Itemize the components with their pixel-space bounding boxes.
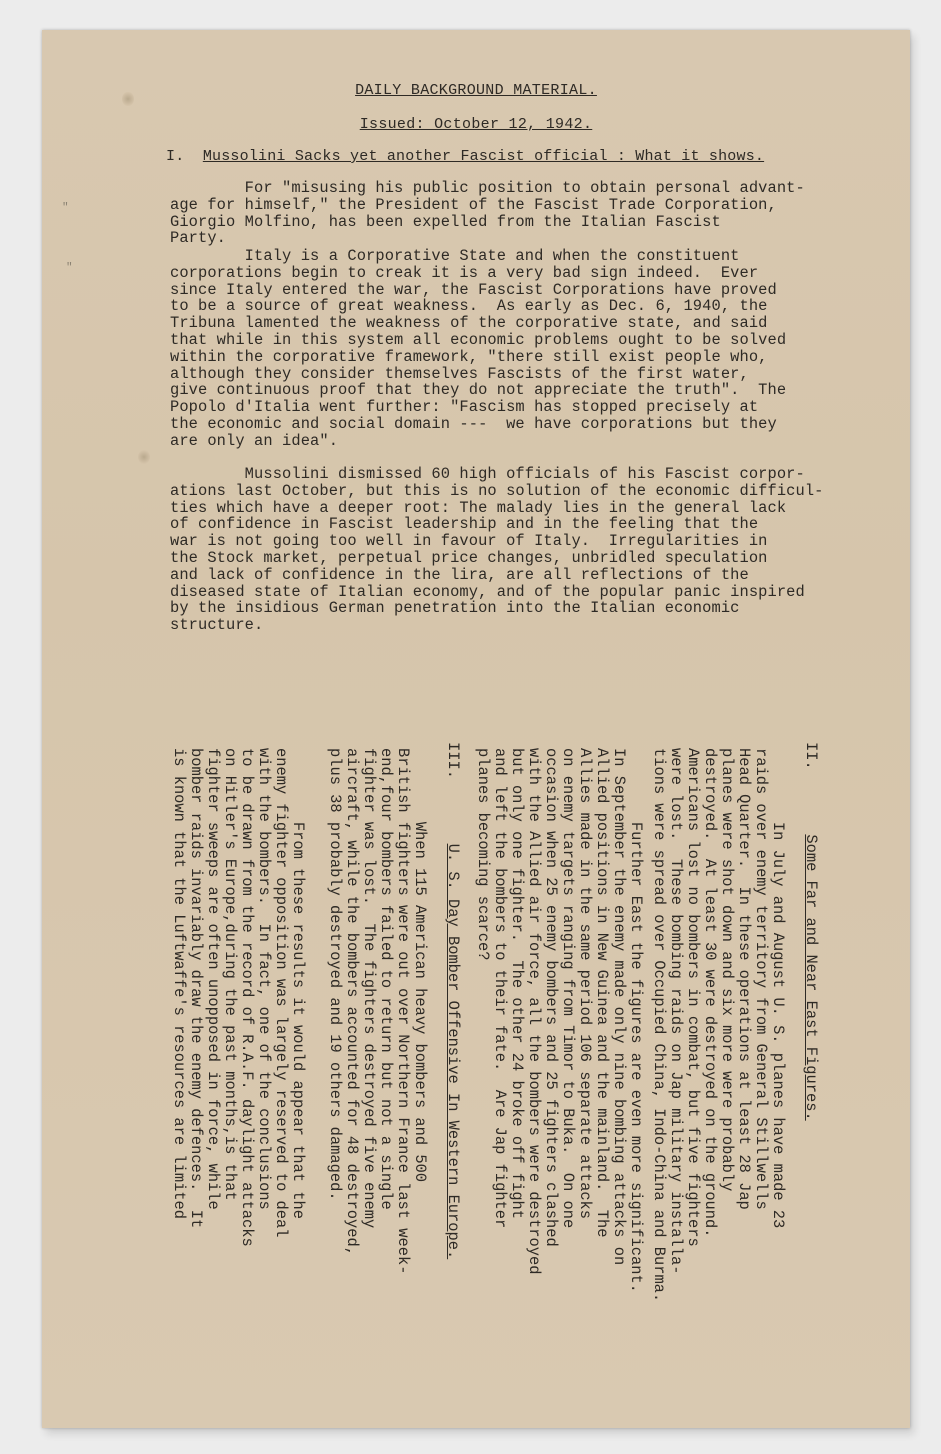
section-2-heading	[802, 742, 820, 1121]
section-2-title: Some Far and Near East Figures.	[802, 834, 820, 1121]
section-2-paragraph-2: Further East the figures are even more significant. In September the enemy made only nine bombing attacks on Allied positions in New Guinea and the mainland. The Allies made in the same period 106 separate attacks on enemy targets ranging from Timor to Buka. On one occasion when 25 enemy bombers and 25 fighters clashed with the Allied air force, all the bombers were destroyed but only one fighter. The other 24 broke off fight and left the bombers to their fate. Are Jap fighter planes becoming scarce?	[474, 748, 645, 1293]
section-1-heading	[166, 148, 764, 165]
section-3-heading	[444, 742, 462, 1259]
margin-mark: "	[66, 262, 73, 274]
section-1-paragraph-1: For "misusing his public position to obtain personal advant- age for himself," the President of the Fascist Trade Corporation, Giorgio Molfino, has been expelled from the Italian Fascist Party.	[170, 179, 805, 248]
section-1-paragraph-3: Mussolini dismissed 60 high officials of his Fascist corpor- ations last October, but this is no solution of the economic difficul- ties which have a deeper root: The malady lies in the general lack of confidence in Fascist leadership and in the feeling that the war is not going too well in favour of Italy. Irregularities in the Stock market, perpetual price changes, unbridled speculation and lack of confidence in the lira, are all reflections of the diseased state of Italian economy, and of the popular panic inspired by the insidious German penetration into the Italian economic structure.	[170, 465, 824, 635]
section-3-title: U. S. Day Bomber Offensive In Western Europe.	[444, 843, 462, 1260]
issued-date: Issued: October 12, 1942.	[359, 116, 593, 133]
section-3-paragraph-1: When 115 American heavy bombers and 500 British fighters were out over Northern France last week- end,four bombers failed to return but not a single fighter was lost. The fighters destroyed five enemy aircraft, while the bombers accounted for 48 destroyed, plus 38 probably destroyed and 19 others damaged.	[326, 748, 429, 1275]
document-title: DAILY BACKGROUND MATERIAL.	[355, 82, 597, 99]
punch-hole	[138, 450, 150, 464]
section-1-paragraph-2: Italy is a Corporative State and when the constituent corporations begin to creak it is a very bad sign indeed. Ever since Italy entered the war, the Fascist Corporations have proved to be a source of great weakness. As early as Dec. 6, 1940, the Tribuna lamented the weakness of the corporative state, and said that while in this system all economic problems ought to be solved within the corporative framework, "there still exist people who, although they consider themselves Fascists of the first water, give continuous proof that they do not appreciate the truth". The Popolo d'Italia went further: "Fascism has stopped precisely at the economic and social domain --- we have corporations but they are only an idea".	[170, 247, 787, 450]
section-1-number: I.	[166, 148, 185, 165]
document-sheet	[42, 30, 910, 1428]
section-1-title: Mussolini Sacks yet another Fascist official : What it shows.	[202, 148, 765, 165]
rotated-text-block	[140, 742, 840, 1303]
section-3-paragraph-2: From these results it would appear that the enemy fighter opposition was largely reserved to deal with the bombers. In fact, one of the conclusions to be drawn from the record of R.A.F. daylight attacks on Hitler's Europe,during the past months,is that fighter sweeps are often unopposed in force, while bomber raids invariably draw the enemy defences. It is known that the Luftwaffe's resources are limited	[170, 748, 307, 1247]
section-3-number: III.	[444, 742, 462, 779]
margin-mark: "	[62, 202, 69, 214]
section-2-number: II.	[802, 742, 820, 770]
section-2-paragraph-1: In July and August U. S. planes have made 23 raids over enemy territory from General Stillwells Head Quarter. In these operations at least 28 Jap planes were shot down and six more were probably destroyed. At least 30 were destroyed on the ground. Americans lost no bombers in combat, but five fighters were lost. These bombing raids on Jap military installa- tions were spread over Occupied China, Indo-China and Burma.	[650, 748, 787, 1303]
